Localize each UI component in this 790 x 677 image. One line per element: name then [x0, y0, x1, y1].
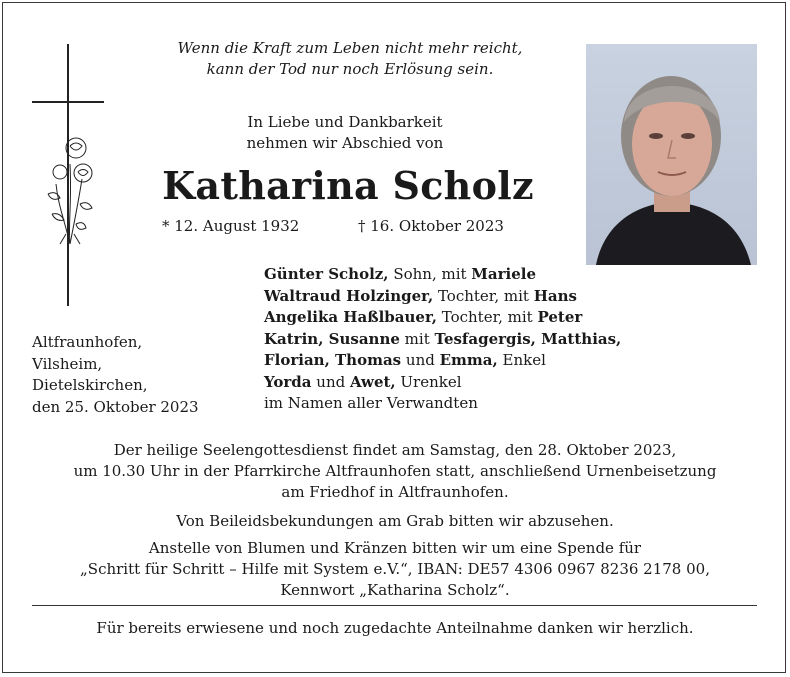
mourner-name: Katrin, Susanne [264, 329, 400, 348]
death-date: † 16. Oktober 2023 [358, 217, 504, 235]
mourner-name: Mariele [471, 265, 537, 283]
intro [200, 112, 490, 154]
mourner-name: Angelika Haßlbauer, [264, 308, 437, 326]
mourner-name: Awet, [350, 372, 396, 391]
places-and-date [32, 332, 199, 418]
mourner-line [264, 307, 621, 329]
mourner-name: Hans [533, 286, 577, 305]
mourner-line [264, 350, 621, 372]
service-line-3: am Friedhof in Altfraunhofen. [281, 483, 509, 501]
intro-line-2: nehmen wir Abschied von [246, 134, 444, 152]
mourner-line [264, 393, 621, 415]
mourner-line [264, 329, 621, 351]
divider [32, 605, 757, 606]
mourner-name: Peter [537, 308, 583, 326]
birth-date: * 12. August 1932 [162, 217, 300, 235]
donation-request [20, 538, 770, 601]
mourner-name: Waltraud Holzinger, [264, 286, 434, 305]
cross-with-roses-icon [30, 44, 106, 306]
mourner-relation: Sohn, mit [388, 265, 472, 283]
thanks-line: Für bereits erwiesene und noch zugedachte Anteilnahme danken wir herzlich. [96, 619, 694, 637]
donation-line-1: Anstelle von Blumen und Kränzen bitten wir um eine Spende für [148, 539, 642, 557]
service-line-2: um 10.30 Uhr in der Pfarrkirche Altfraunhofen statt, anschließend Urnenbeisetzung [73, 462, 717, 480]
place-line: Altfraunhofen, [32, 333, 143, 351]
donation-line-2: „Schritt für Schritt – Hilfe mit System e.V.“, IBAN: DE57 4306 0967 8236 2178 00, [80, 560, 710, 578]
mourner-line [264, 286, 621, 308]
mourner-relation: im Namen aller Verwandten [264, 394, 478, 412]
place-line: Vilsheim, [32, 354, 103, 373]
mourner-name: Emma, [439, 351, 498, 369]
mourner-relation: Urenkel [395, 372, 462, 391]
notice-date: den 25. Oktober 2023 [32, 397, 199, 416]
intro-line-1: In Liebe und Dankbarkeit [247, 113, 443, 131]
mourner-relation: und [311, 372, 350, 391]
mourner-name: Yorda [264, 372, 312, 391]
mourner-line [264, 264, 621, 286]
mourner-line [264, 372, 621, 394]
mourner-relation: Tochter, mit [433, 286, 534, 305]
no-condolences-note: Von Beileidsbekundungen am Grab bitten wir abzusehen. [176, 512, 614, 530]
service-line-1: Der heilige Seelengottesdienst findet am Samstag, den 28. Oktober 2023, [113, 441, 677, 459]
mourners-list [264, 264, 621, 415]
donation-line-3: Kennwort „Katharina Scholz“. [280, 581, 510, 599]
motto-line-2: kann der Tod nur noch Erlösung sein. [206, 60, 494, 78]
mourner-relation: mit [399, 329, 435, 348]
motto-line-1: Wenn die Kraft zum Leben nicht mehr reicht, [177, 39, 523, 57]
mourner-name: Günter Scholz, [264, 265, 389, 283]
motto [150, 38, 550, 80]
mourner-name: Florian, Thomas [264, 351, 402, 369]
place-line: Dietelskirchen, [32, 376, 148, 394]
deceased-name: Katharina Scholz [162, 163, 534, 208]
mourner-relation: Tochter, mit [436, 308, 538, 326]
mourner-relation: und [401, 351, 440, 369]
mourner-name: Tesfagergis, Matthias, [434, 329, 622, 348]
mourner-relation: Enkel [497, 351, 546, 369]
service-info [20, 440, 770, 503]
portrait-photo [586, 44, 757, 265]
